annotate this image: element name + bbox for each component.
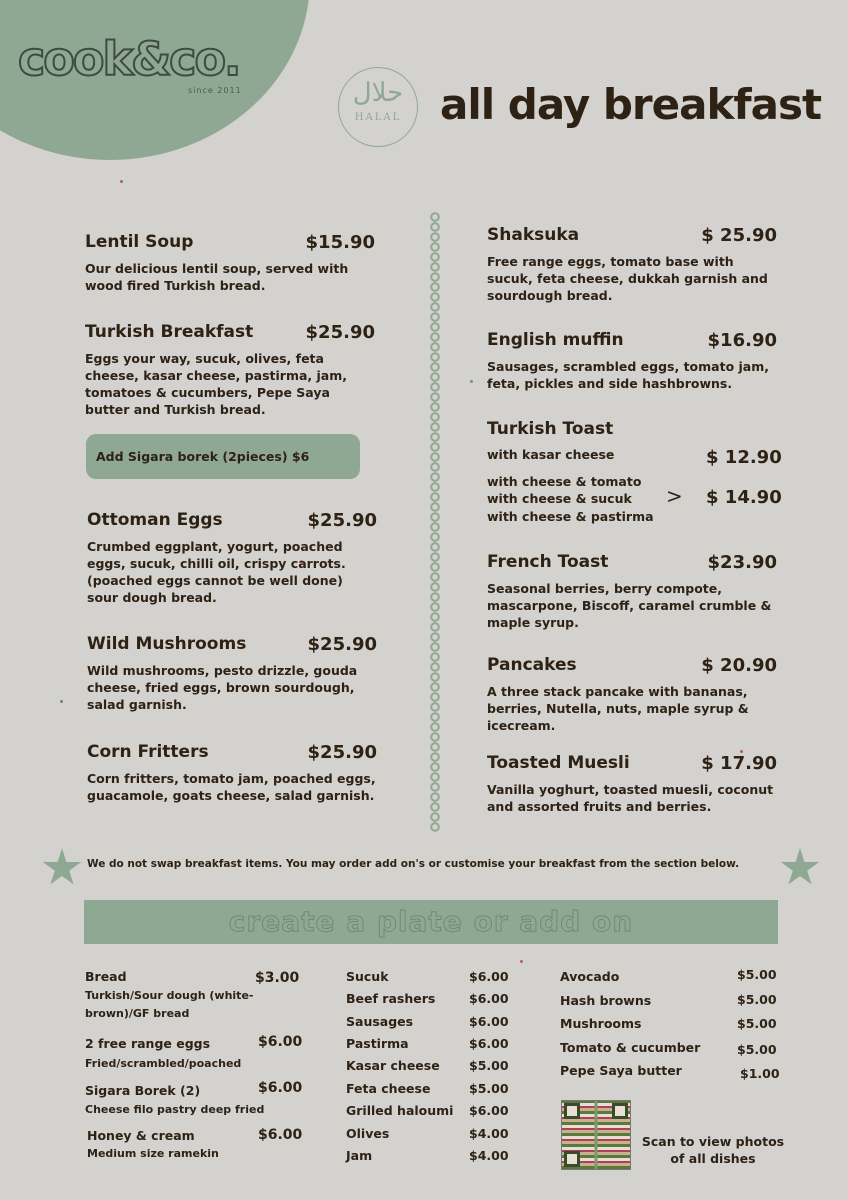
turkish-toast-option: with cheese & tomato [487,474,642,489]
paper-speck [470,380,473,383]
chain-divider [430,212,440,832]
chevron-right-icon: > [666,484,683,508]
addon-name: Tomato & cucumber [560,1040,701,1055]
addon-price: $6.00 [258,1034,303,1050]
page-title: all day breakfast [440,80,822,129]
item-desc: Our delicious lentil soup, served with wood fired Turkish bread. [85,261,349,293]
addon-price: $5.00 [737,1016,777,1031]
addon-name: Mushrooms [560,1016,642,1031]
turkish-toast-price: $ 14.90 [706,487,782,508]
item-name: Lentil Soup [85,232,194,252]
item-desc: Wild mushrooms, pesto drizzle, gouda cheese, fried eggs, brown sourdough, salad garnish. [87,663,358,712]
item-name: Turkish Breakfast [85,322,254,342]
addon-price: $6.00 [469,969,509,984]
addon-banner [84,900,778,944]
addon-sub: Medium size ramekin [87,1147,219,1160]
addon-price: $5.00 [469,1058,509,1073]
turkish-toast-option: with cheese & pastirma [487,509,654,524]
item-price: $25.90 [305,322,375,343]
addon-name: Olives [346,1126,390,1141]
qr-finder [564,1151,580,1167]
since-label: since 2011 [188,86,242,95]
addon-price: $5.00 [737,967,777,982]
item-price: $ 17.90 [701,753,777,774]
qr-finder [612,1103,628,1119]
item-desc: A three stack pancake with bananas, berries, Nutella, nuts, maple syrup & icecream. [487,684,749,733]
item-price: $ 25.90 [701,225,777,246]
swap-notice: We do not swap breakfast items. You may order add on's or customise your breakfast from the section below. [87,858,740,870]
addon-name: Jam [346,1148,373,1163]
addon-name: Sucuk [346,969,389,984]
addon-name: Sausages [346,1014,414,1029]
item-price: $25.90 [307,634,377,655]
addon-price: $5.00 [469,1081,509,1096]
turkish-toast-option: with cheese & sucuk [487,491,632,506]
turkish-toast-option: with kasar cheese [487,447,615,462]
menu-item [85,232,375,294]
item-name: Toasted Muesli [487,753,630,773]
qr-caption: Scan to view photos of all dishes [641,1134,785,1166]
menu-item [87,510,377,606]
addon-name: 2 free range eggs [85,1036,211,1051]
qr-finder [564,1103,580,1119]
addon-name: Pastirma [346,1036,409,1051]
addon-price: $6.00 [469,1103,509,1118]
addon-price: $6.00 [258,1080,303,1096]
paper-speck [60,700,63,703]
addon-name: Honey & cream [87,1128,195,1143]
addon-name: Feta cheese [346,1081,431,1096]
item-desc: Sausages, scrambled eggs, tomato jam, feta, pickles and side hashbrowns. [487,359,770,391]
item-price: $25.90 [307,742,377,763]
item-desc: Crumbed eggplant, yogurt, poached eggs, sucuk, chilli oil, crispy carrots. (poached eggs cannot be well done) sour dough bread. [87,539,346,605]
addon-sub: Fried/scrambled/poached [85,1057,242,1070]
addon-name: Kasar cheese [346,1058,440,1073]
item-price: $16.90 [707,330,777,351]
menu-item [487,330,777,392]
item-price: $ 20.90 [701,655,777,676]
addon-price: $3.00 [255,970,300,986]
item-desc: Vanilla yoghurt, toasted muesli, coconut and assorted fruits and berries. [487,782,774,814]
addon-price: $1.00 [740,1066,780,1081]
item-name: Pancakes [487,655,577,675]
addon-sub: Turkish/Sour dough (white-brown)/GF bread [85,989,254,1020]
paper-speck [120,180,123,183]
addon-sub: Cheese filo pastry deep fried [85,1103,265,1116]
menu-item [487,655,777,734]
addon-price: $6.00 [469,1014,509,1029]
addon-price: $4.00 [469,1126,509,1141]
item-price: $15.90 [305,232,375,253]
banner-text: create a plate or add on [228,905,634,938]
turkish-toast-price: $ 12.90 [706,447,782,468]
item-desc: Free range eggs, tomato base with sucuk, feta cheese, dukkah garnish and sourdough bread. [487,254,768,303]
addon-name: Grilled haloumi [346,1103,454,1118]
addon-price: $6.00 [469,1036,509,1051]
addon-name: Beef rashers [346,991,436,1006]
item-price: $25.90 [307,510,377,531]
menu-item [87,634,377,713]
addon-price: $5.00 [737,1042,777,1057]
addon-name: Bread [85,969,127,984]
star-icon [42,848,82,888]
item-name: Ottoman Eggs [87,510,223,530]
item-name: English muffin [487,330,624,350]
item-desc: Eggs your way, sucuk, olives, feta cheese, kasar cheese, pastirma, jam, tomatoes & cucumbers, Pepe Saya butter and Turkish bread. [85,351,348,417]
item-name: Shaksuka [487,225,580,245]
addon-price: $6.00 [469,991,509,1006]
item-price: $23.90 [707,552,777,573]
halal-badge [338,67,418,147]
item-desc: Corn fritters, tomato jam, poached eggs, guacamole, goats cheese, salad garnish. [87,771,376,803]
item-desc: Seasonal berries, berry compote, mascarpone, Biscoff, caramel crumble & maple syrup. [487,581,772,630]
menu-item [487,225,777,304]
item-name: French Toast [487,552,609,572]
addon-price: $4.00 [469,1148,509,1163]
menu-item [487,753,777,815]
menu-item [85,322,375,418]
paper-speck [520,960,523,963]
addon-pill: Add Sigara borek (2pieces) $6 [86,434,360,479]
halal-english: HALAL [354,112,402,123]
addon-name: Avocado [560,969,620,984]
item-name: Wild Mushrooms [87,634,247,654]
item-name: Corn Fritters [87,742,209,762]
addon-name: Sigara Borek (2) [85,1083,201,1098]
brand-logo: cook&co. [18,32,240,86]
addon-price: $5.00 [737,992,777,1007]
addon-name: Pepe Saya butter [560,1063,682,1078]
turkish-toast-name: Turkish Toast [487,419,614,439]
addon-price: $6.00 [258,1127,303,1143]
menu-item [487,552,777,631]
addon-name: Hash browns [560,993,652,1008]
menu-item [87,742,377,804]
halal-arabic: حلال [352,78,404,108]
qr-code-icon[interactable] [561,1100,631,1170]
star-icon [780,848,820,888]
